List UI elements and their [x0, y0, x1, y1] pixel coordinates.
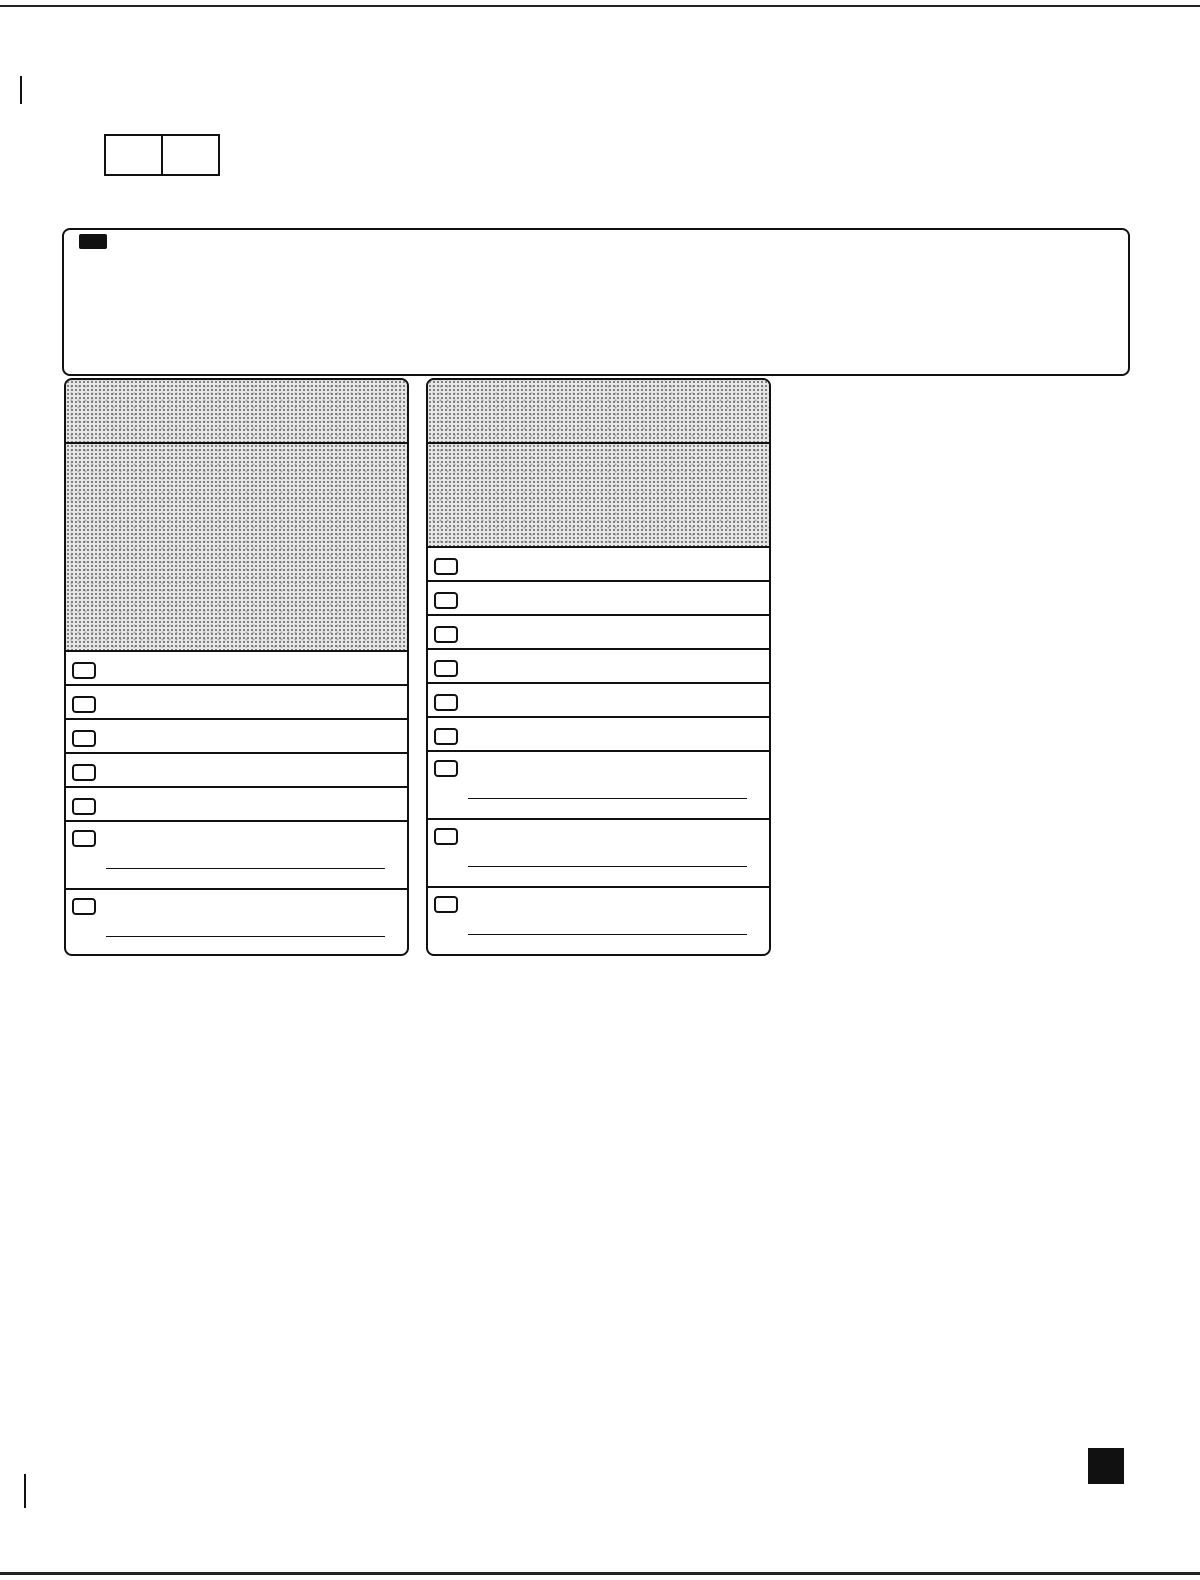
writein-row[interactable] — [428, 752, 769, 820]
vote-oval[interactable] — [72, 764, 96, 781]
vote-oval[interactable] — [72, 696, 96, 713]
writein-row[interactable] — [428, 888, 769, 956]
writein-row[interactable] — [428, 820, 769, 888]
scan-tick-top — [20, 76, 22, 104]
district-header — [428, 380, 769, 444]
vote-oval[interactable] — [434, 626, 458, 643]
vote-oval[interactable] — [434, 828, 458, 845]
candidate-row[interactable] — [428, 616, 769, 650]
vote-oval[interactable] — [72, 898, 96, 915]
proposition-header — [66, 444, 407, 652]
writein-line[interactable] — [468, 934, 747, 935]
top-border-rule — [0, 5, 1200, 7]
vote-oval[interactable] — [434, 558, 458, 575]
initials-cell-2[interactable] — [161, 136, 218, 174]
vote-oval[interactable] — [434, 592, 458, 609]
initials-cell-1[interactable] — [106, 136, 161, 174]
writein-line[interactable] — [106, 868, 385, 869]
vote-oval[interactable] — [434, 660, 458, 677]
filled-oval-example-icon — [79, 234, 107, 249]
candidate-row[interactable] — [66, 788, 407, 822]
vote-oval[interactable] — [72, 730, 96, 747]
candidate-row[interactable] — [428, 548, 769, 582]
writein-line[interactable] — [106, 936, 385, 937]
vote-oval[interactable] — [434, 694, 458, 711]
bottom-border-rule — [0, 1572, 1200, 1575]
instructions-fill-line — [73, 232, 1119, 253]
scan-tick-bottom — [24, 1474, 26, 1508]
instructions-writein-line — [73, 253, 1119, 274]
instructions-box — [62, 228, 1130, 376]
race-school-district — [64, 378, 409, 956]
vote-oval[interactable] — [434, 760, 458, 777]
candidate-row[interactable] — [428, 684, 769, 718]
candidate-row[interactable] — [428, 582, 769, 616]
vote-oval[interactable] — [434, 896, 458, 913]
candidate-row[interactable] — [428, 718, 769, 752]
writein-line[interactable] — [468, 866, 747, 867]
candidate-row[interactable] — [66, 754, 407, 788]
candidate-row[interactable] — [66, 720, 407, 754]
vote-oval[interactable] — [72, 662, 96, 679]
barcode-end-block — [1088, 1448, 1124, 1484]
writein-row[interactable] — [66, 890, 407, 956]
vote-oval[interactable] — [434, 728, 458, 745]
vote-oval[interactable] — [72, 830, 96, 847]
vote-oval[interactable] — [72, 798, 96, 815]
race-village-board — [426, 378, 771, 956]
writein-row[interactable] — [66, 822, 407, 890]
judges-initials-box[interactable] — [104, 134, 220, 176]
district-header — [66, 380, 407, 444]
candidate-row[interactable] — [66, 686, 407, 720]
candidate-row[interactable] — [66, 652, 407, 686]
writein-line[interactable] — [468, 798, 747, 799]
ballot-barcode — [426, 1448, 926, 1486]
candidate-row[interactable] — [428, 650, 769, 684]
office-header — [428, 444, 769, 548]
